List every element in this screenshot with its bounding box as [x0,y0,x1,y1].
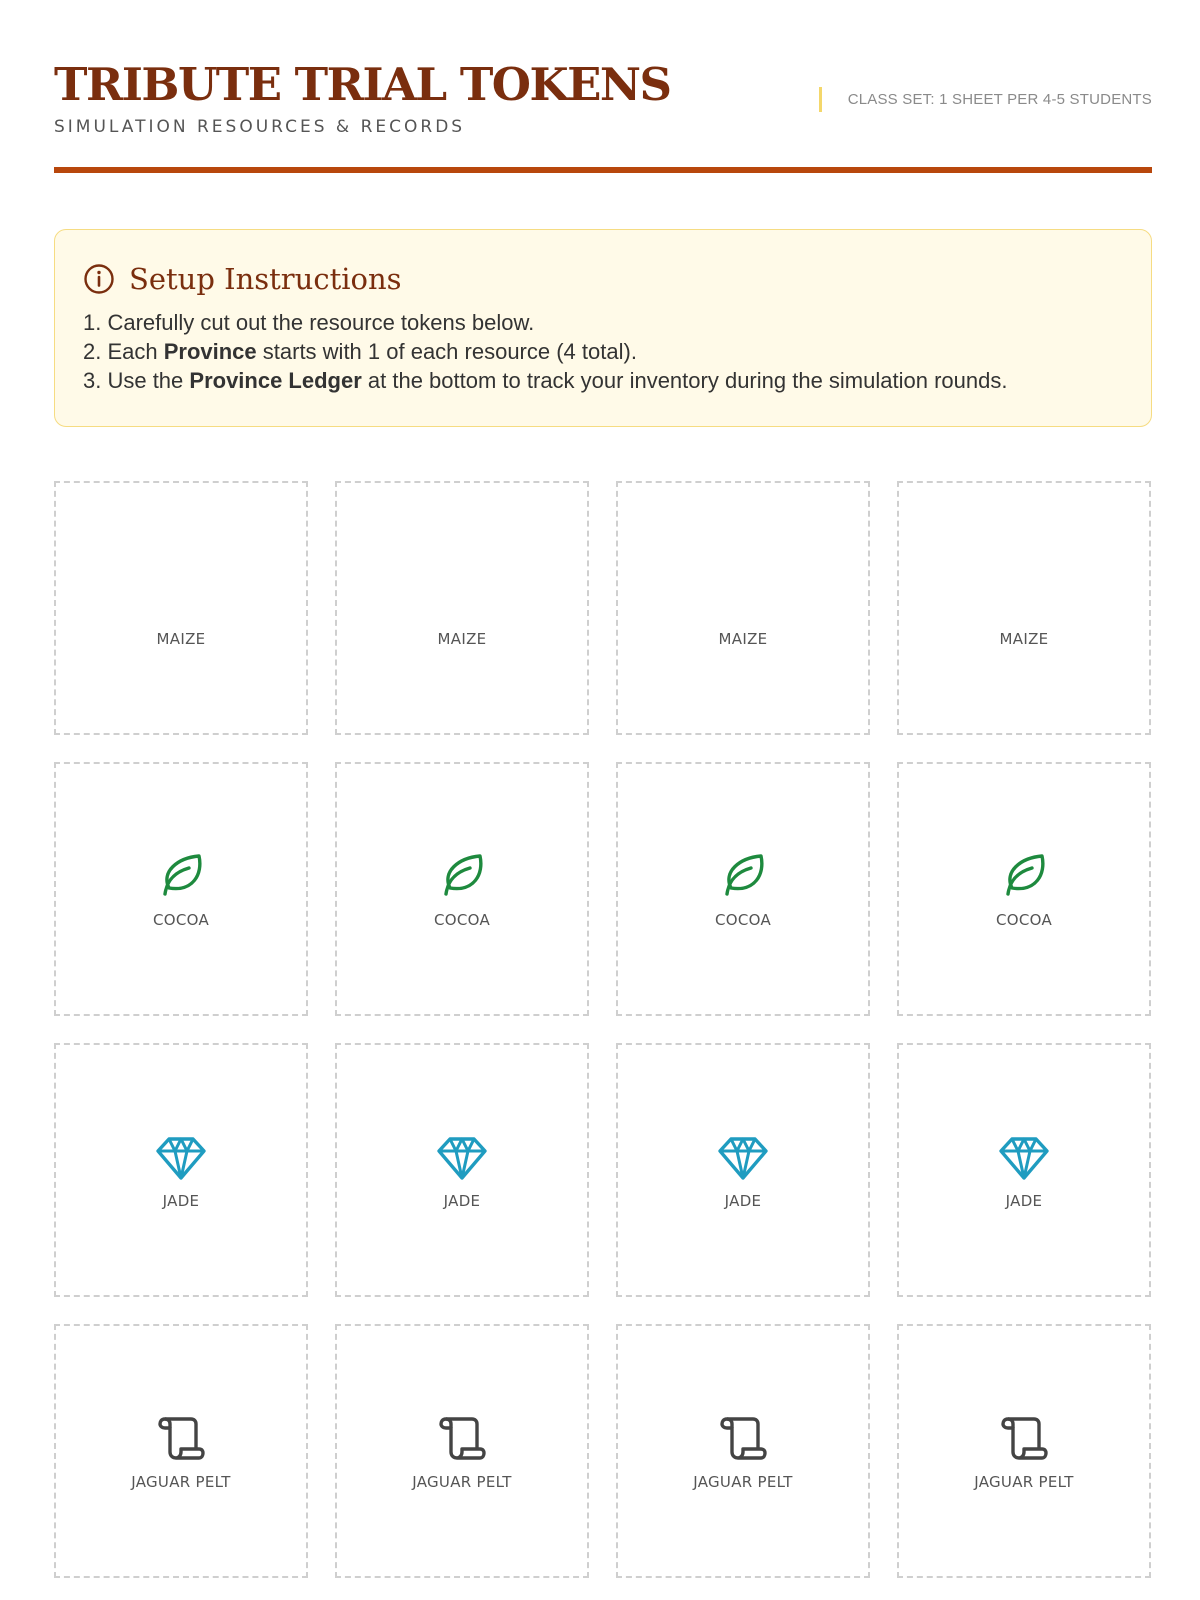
token-jade [54,1043,308,1297]
token-label: JAGUAR PELT [974,1473,1074,1491]
token-jaguar-pelt [616,1324,870,1578]
leaf-icon [153,848,209,904]
class-set-note [819,86,1152,112]
token-label: MAIZE [718,630,768,648]
scroll-icon [996,1410,1052,1466]
maize-icon-placeholder [996,567,1052,623]
setup-heading [83,262,402,296]
token-maize [897,481,1151,735]
scroll-icon [153,1410,209,1466]
token-jaguar-pelt [897,1324,1151,1578]
setup-step-2: 2. Each Province starts with 1 of each resource (4 total). [83,339,637,364]
token-label: JADE [162,1192,200,1210]
scroll-icon [434,1410,490,1466]
setup-steps [83,308,1123,395]
diamond-icon [715,1129,771,1185]
token-label: JAGUAR PELT [412,1473,512,1491]
token-maize [54,481,308,735]
token-grid [54,481,1152,1578]
page-subtitle: SIMULATION RESOURCES & RECORDS [54,117,466,137]
maize-icon-placeholder [434,567,490,623]
leaf-icon [996,848,1052,904]
token-label: JADE [1005,1192,1043,1210]
token-jade [897,1043,1151,1297]
token-label: COCOA [995,911,1053,929]
token-cocoa [335,762,589,1016]
diamond-icon [434,1129,490,1185]
page-title: TRIBUTE TRIAL TOKENS [54,58,671,111]
leaf-icon [715,848,771,904]
token-cocoa [616,762,870,1016]
diamond-icon [153,1129,209,1185]
maize-icon-placeholder [153,567,209,623]
setup-step-1: 1. Carefully cut out the resource tokens below. [83,310,535,335]
diamond-icon [996,1129,1052,1185]
token-label: JAGUAR PELT [693,1473,793,1491]
page-header [54,56,1152,176]
token-maize [335,481,589,735]
maize-icon-placeholder [715,567,771,623]
token-maize [616,481,870,735]
leaf-icon [434,848,490,904]
token-jaguar-pelt [54,1324,308,1578]
token-label: COCOA [714,911,772,929]
scroll-icon [715,1410,771,1466]
token-label: COCOA [433,911,491,929]
token-label: JAGUAR PELT [131,1473,231,1491]
setup-step-3: 3. Use the Province Ledger at the bottom to track your inventory during the simulation rounds. [83,368,1008,393]
token-label: MAIZE [437,630,487,648]
token-label: MAIZE [999,630,1049,648]
token-label: JADE [724,1192,762,1210]
class-set-text: CLASS SET: 1 SHEET PER 4-5 STUDENTS [847,90,1152,108]
header-rule [54,167,1152,173]
token-label: MAIZE [156,630,206,648]
token-cocoa [897,762,1151,1016]
setup-instructions-panel [54,229,1152,427]
token-label: JADE [443,1192,481,1210]
accent-divider [819,87,822,112]
token-jade [616,1043,870,1297]
setup-title: Setup Instructions [129,262,402,296]
token-jaguar-pelt [335,1324,589,1578]
token-label: COCOA [152,911,210,929]
info-circle-icon [83,263,115,295]
token-jade [335,1043,589,1297]
token-cocoa [54,762,308,1016]
